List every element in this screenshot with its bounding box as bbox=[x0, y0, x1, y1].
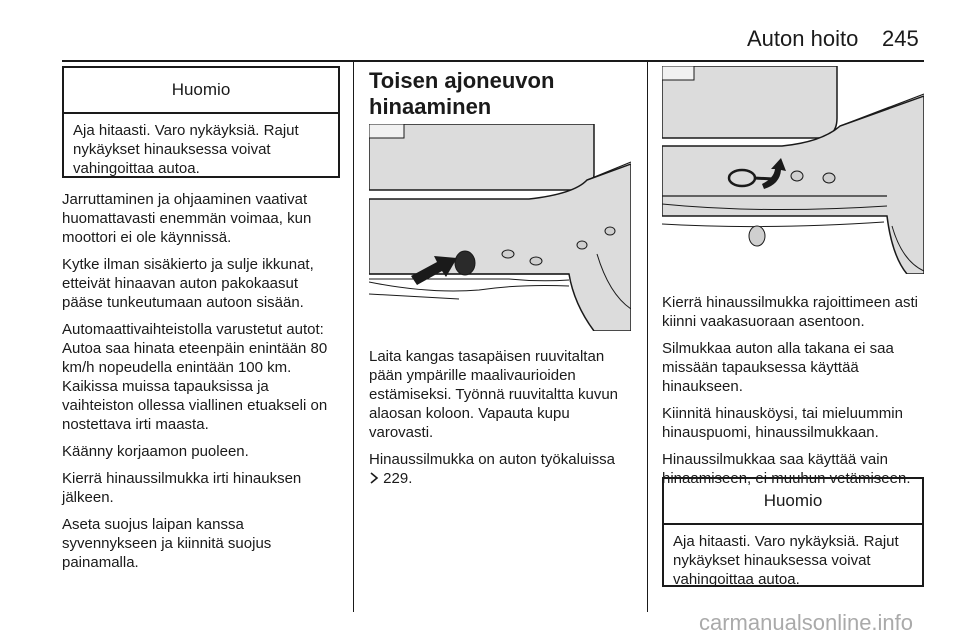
column-3-text bbox=[662, 293, 926, 496]
notice-box bbox=[62, 66, 340, 178]
watermark: carmanualsonline.info bbox=[699, 610, 914, 635]
section-title: Auton hoito bbox=[747, 26, 859, 51]
paragraph: Kierrä hinaussilmukka rajoittimeen asti kiinni vaakasuoraan asentoon. bbox=[662, 294, 918, 330]
illustration-tow-eye bbox=[662, 66, 924, 274]
notice-heading: Huomio bbox=[64, 68, 338, 114]
page-reference[interactable]: 229. bbox=[383, 470, 413, 487]
column-2 bbox=[369, 68, 632, 120]
notice-text: Aja hitaasti. Varo nykäyksiä. Rajut nykäykset hinauksessa voivat vahingoittaa autoa. bbox=[673, 533, 899, 588]
paragraph: Jarruttaminen ja ohjaaminen vaativat huomattavasti enemmän voimaa, kun moottori ei ole käynnissä. bbox=[62, 191, 312, 246]
column-2-text bbox=[369, 347, 632, 496]
title-line-1: Toisen ajoneuvon bbox=[369, 68, 555, 93]
paragraph bbox=[369, 450, 632, 488]
towing-section-title bbox=[369, 68, 632, 120]
illustration-bumper-cover bbox=[369, 124, 631, 331]
column-divider-1 bbox=[353, 62, 354, 612]
paragraph: Kierrä hinaussilmukka irti hinauksen jälkeen. bbox=[62, 470, 302, 506]
paragraph: Automaattivaihteistolla varustetut autot: Autoa saa hinata eteenpäin enintään 80 km/h nopeudella enintään 100 km. Kaikissa muissa tapauksissa ja vaihteiston ollessa viallinen etuakseli on nostettava irti maasta. bbox=[62, 321, 328, 433]
paragraph: Aseta suojus laipan kanssa syvennykseen ja kiinnitä suojus painamalla. bbox=[62, 516, 272, 571]
paragraph: Käänny korjaamon puoleen. bbox=[62, 443, 249, 460]
header-rule bbox=[62, 60, 924, 62]
paragraph: Kiinnitä hinausköysi, tai mieluummin hinauspuomi, hinaussilmukkaan. bbox=[662, 405, 903, 441]
paragraph: Laita kangas tasapäisen ruuvitaltan pään ympärille maalivaurioiden estämiseksi. Työnnä ruuvitaltta kuvun alaosan koloon. Vapauta kupu varovasti. bbox=[369, 348, 619, 441]
paragraph: Hinaussilmukkaa saa käyttää vain hinaamiseen, ei muuhun vetämiseen. bbox=[662, 451, 911, 487]
paragraph: Kytke ilman sisäkierto ja sulje ikkunat, etteivät hinaavan auton pakokaasut pääse tunkeutumaan autoon sisään. bbox=[62, 256, 314, 311]
page-header bbox=[0, 0, 960, 62]
title-line-2: hinaaminen bbox=[369, 94, 492, 119]
notice-text: Aja hitaasti. Varo nykäyksiä. Rajut nykäykset hinauksessa voivat vahingoittaa autoa. bbox=[73, 122, 299, 177]
column-divider-2 bbox=[647, 62, 648, 612]
notice-heading: Huomio bbox=[664, 479, 922, 525]
page-number: 245 bbox=[882, 26, 919, 51]
page-reference-arrow-icon bbox=[369, 470, 383, 487]
notice-box bbox=[662, 477, 924, 587]
column-1 bbox=[62, 66, 340, 580]
paragraph-text: Hinaussilmukka on auton työkaluissa bbox=[369, 451, 615, 468]
paragraph: Silmukkaa auton alla takana ei saa missään tapauksessa käyttää hinaukseen. bbox=[662, 340, 894, 395]
